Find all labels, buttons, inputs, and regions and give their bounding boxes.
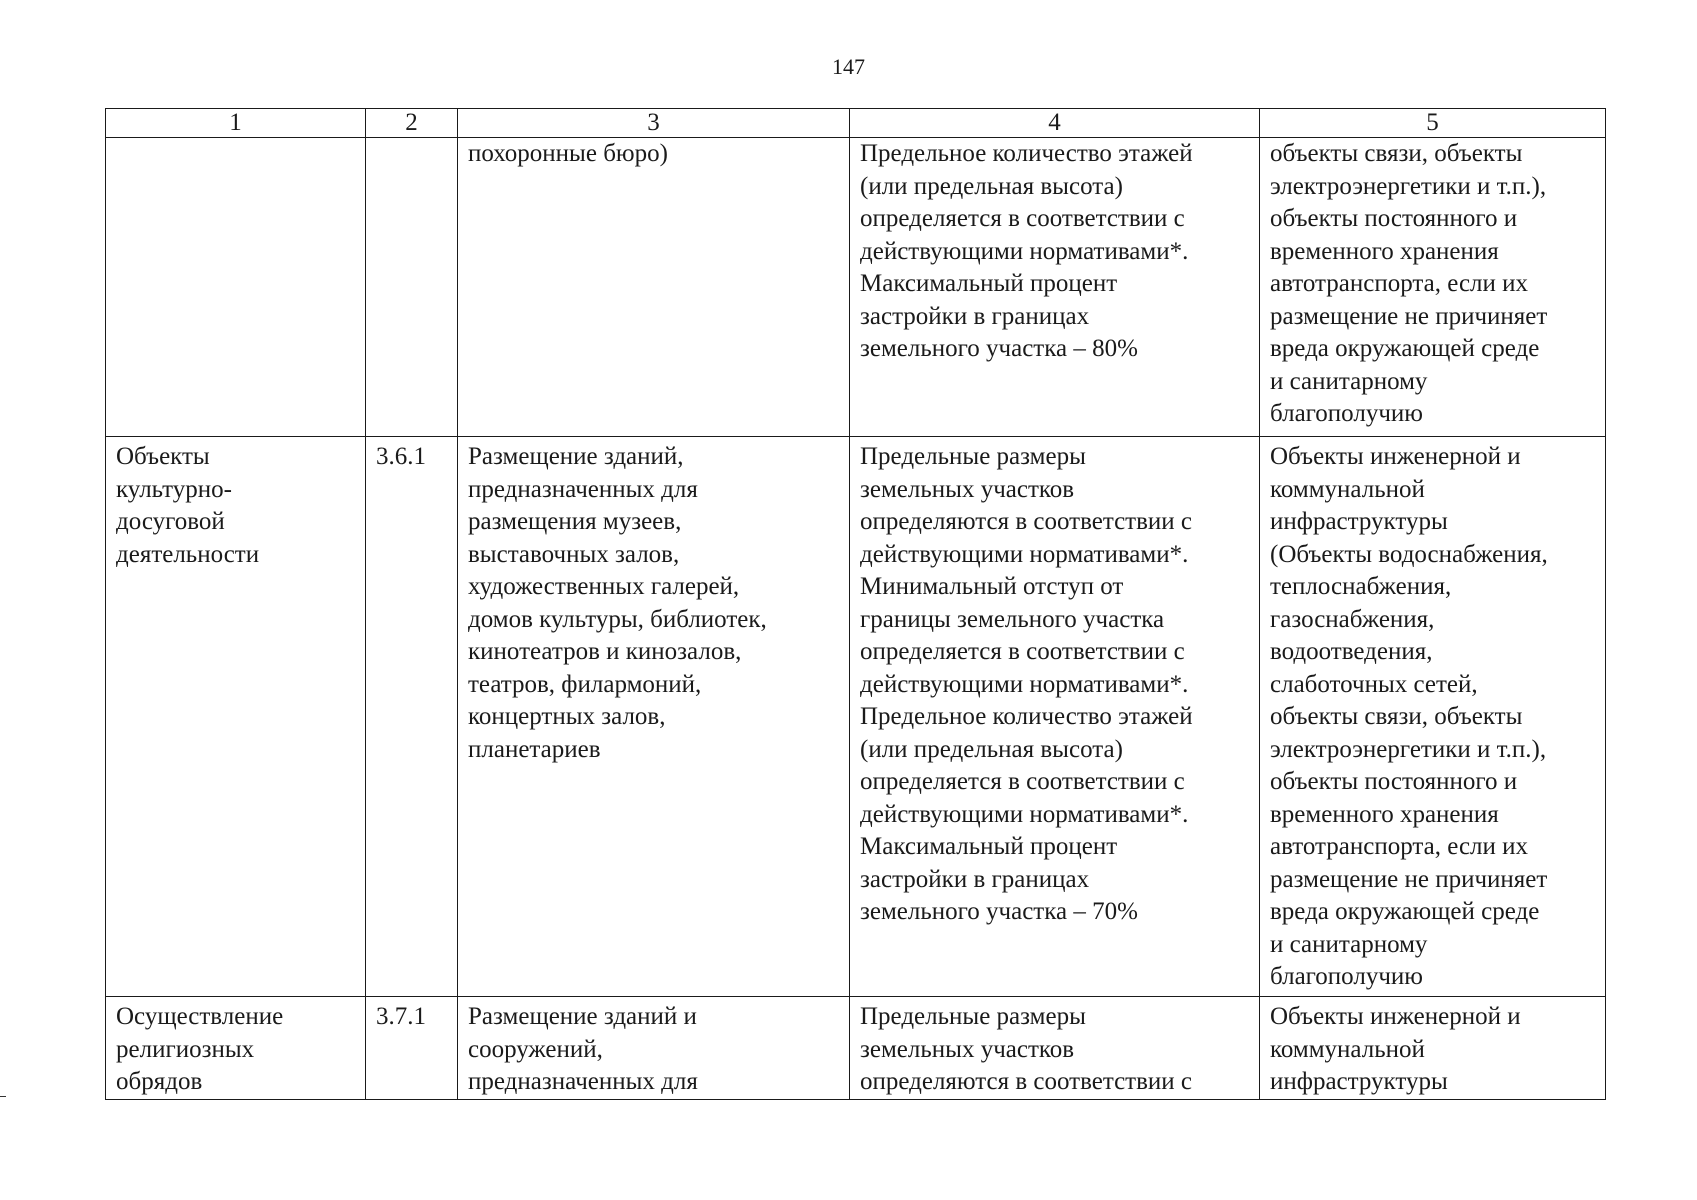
table-row (106, 138, 1606, 437)
building-parameters-cell: Предельные размеры земельных участков определяются в соответствии с действующими нормативами*. Минимальный отступ от границы земельного участка определяется в соответствии с действующими нормативами*. Предельное количество этажей (или предельная высота) определяется в соответствии с действующими нормативами*. Максимальный процент застройки в границах земельного участка – 70% (850, 437, 1260, 997)
land-use-code-cell: 3.6.1 (366, 437, 458, 997)
table-header-row (106, 109, 1606, 138)
table-row (106, 997, 1606, 1100)
column-header-1: 1 (106, 109, 366, 138)
column-header-2: 2 (366, 109, 458, 138)
table-row (106, 437, 1606, 997)
column-header-4: 4 (850, 109, 1260, 138)
land-use-code-cell (366, 138, 458, 437)
land-use-code-cell: 3.7.1 (366, 997, 458, 1100)
auxiliary-uses-cell: объекты связи, объекты электроэнергетики и т.п.), объекты постоянного и временного хранения автотранспорта, если их размещение не причиняет вреда окружающей среде и санитарному благополучию (1260, 138, 1606, 437)
land-use-name-cell (106, 138, 366, 437)
use-description-cell: Размещение зданий и сооружений, предназначенных для (458, 997, 850, 1100)
land-use-name-cell: Объекты культурно- досуговой деятельности (106, 437, 366, 997)
auxiliary-uses-cell: Объекты инженерной и коммунальной инфраструктуры (1260, 997, 1606, 1100)
scan-edge-mark (0, 1096, 6, 1097)
column-header-3: 3 (458, 109, 850, 138)
building-parameters-cell: Предельные размеры земельных участков определяются в соответствии с (850, 997, 1260, 1100)
auxiliary-uses-cell: Объекты инженерной и коммунальной инфраструктуры (Объекты водоснабжения, теплоснабжения, газоснабжения, водоотведения, слаботочных сетей, объекты связи, объекты электроэнергетики и т.п.), объекты постоянного и временного хранения автотранспорта, если их размещение не причиняет вреда окружающей среде и санитарному благополучию (1260, 437, 1606, 997)
zoning-regulations-table (105, 108, 1606, 1100)
land-use-name-cell: Осуществление религиозных обрядов (106, 997, 366, 1100)
use-description-cell: похоронные бюро) (458, 138, 850, 437)
use-description-cell: Размещение зданий, предназначенных для размещения музеев, выставочных залов, художественных галерей, домов культуры, библиотек, кинотеатров и кинозалов, театров, филармоний, концертных залов, планетариев (458, 437, 850, 997)
page-number: 147 (832, 54, 865, 79)
column-header-5: 5 (1260, 109, 1606, 138)
building-parameters-cell: Предельное количество этажей (или предельная высота) определяется в соответствии с действующими нормативами*. Максимальный процент застройки в границах земельного участка – 80% (850, 138, 1260, 437)
